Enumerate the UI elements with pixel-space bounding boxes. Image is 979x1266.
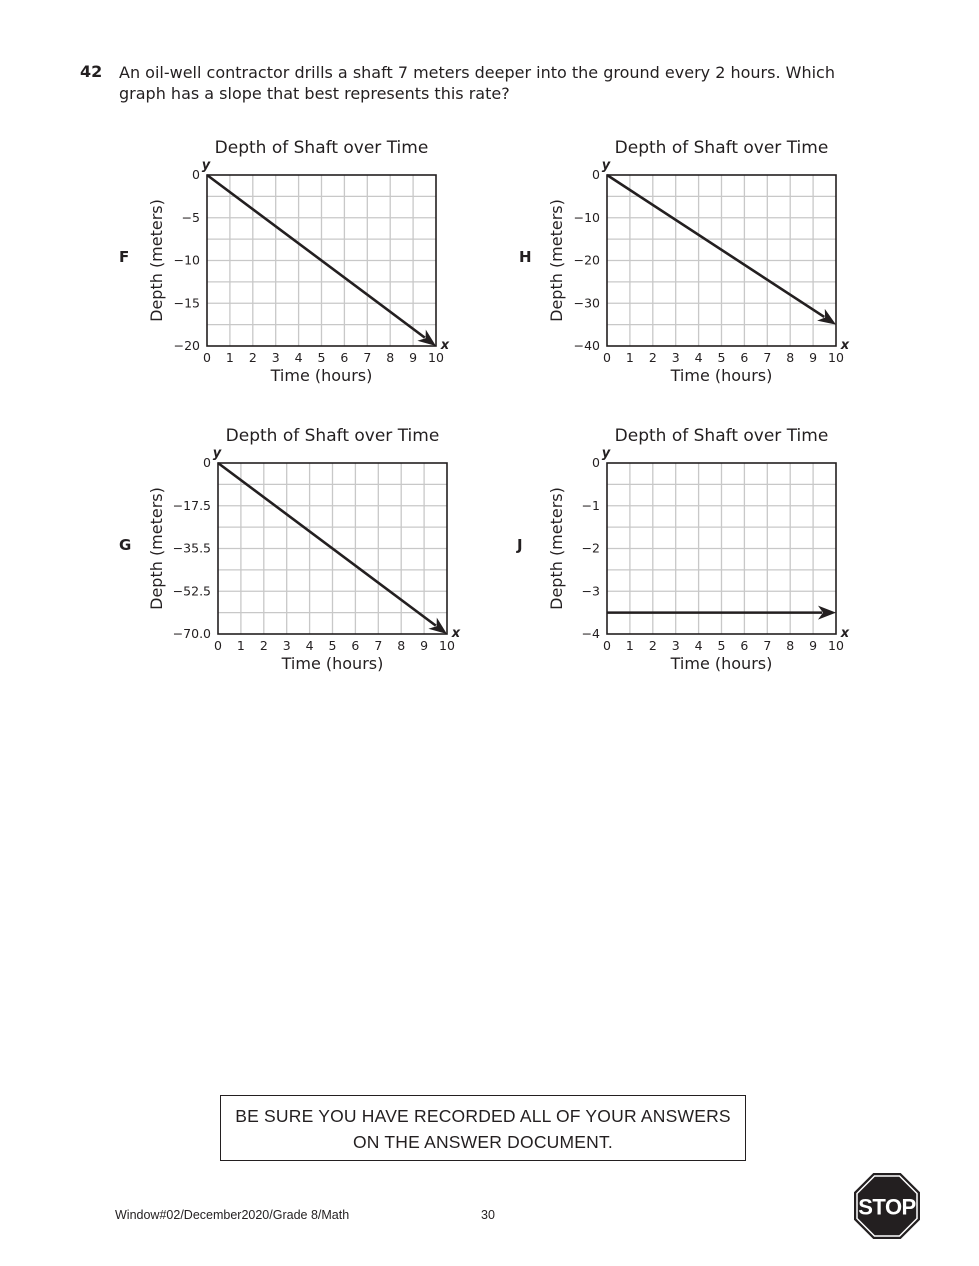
x-axis-title: Time (hours) [670,654,773,673]
y-tick-label: −4 [581,626,600,641]
y-axis-letter: y [601,158,611,173]
y-tick-label: 0 [592,455,600,470]
x-tick-label: 6 [740,638,749,653]
x-tick-label: 7 [763,638,772,653]
y-axis-letter: y [212,446,222,461]
graph-option-h [540,135,860,395]
y-axis-title: Depth (meters) [147,199,166,322]
y-tick-label: −2 [581,540,600,556]
x-tick-label: 5 [717,638,726,653]
chart-svg [140,423,460,683]
y-tick-label: −3 [581,583,600,599]
y-tick-label: −20 [573,252,600,268]
x-tick-label: 8 [786,350,795,365]
x-tick-label: 0 [203,350,211,365]
footer-form-id: Window#02/December2020/Grade 8/Math [115,1208,350,1222]
x-tick-label: 4 [294,350,303,365]
x-tick-label: 6 [740,350,749,365]
series-arrowhead [428,618,447,634]
x-tick-label: 1 [625,350,634,365]
y-tick-label: −10 [173,252,200,268]
x-axis-letter: x [840,338,850,353]
series-arrowhead [817,309,836,325]
option-letter-h[interactable]: H [519,248,532,266]
x-tick-label: 3 [671,350,680,365]
chart-grid [607,175,836,346]
x-axis-title: Time (hours) [670,366,773,385]
x-tick-label: 1 [225,350,234,365]
question-text-line-2: graph has a slope that best represents this rate? [119,84,510,103]
y-axis-title: Depth (meters) [147,487,166,610]
x-tick-label: 3 [671,638,680,653]
y-tick-label: −52.5 [172,583,211,599]
y-axis-title: Depth (meters) [547,487,566,610]
x-tick-label: 4 [694,350,703,365]
chart-title: Depth of Shaft over Time [614,138,829,158]
x-tick-label: 6 [340,350,349,365]
graph-option-g [140,423,460,683]
x-tick-label: 6 [351,638,360,653]
x-tick-label: 8 [397,638,406,653]
answer-reminder-line-1: BE SURE YOU HAVE RECORDED ALL OF YOUR ANSWERS [235,1106,731,1126]
x-tick-label: 5 [328,638,337,653]
x-axis-title: Time (hours) [281,654,384,673]
chart-grid [607,463,836,634]
x-tick-label: 7 [763,350,772,365]
series-line [218,463,436,626]
y-tick-label: −20 [173,338,200,353]
x-tick-label: 0 [603,350,611,365]
chart-svg [140,135,460,395]
stop-sign-text: STOP [858,1194,916,1220]
y-tick-label: −70.0 [172,626,211,641]
series-arrowhead [417,330,436,346]
chart-svg [540,423,860,683]
y-tick-label: −35.5 [172,540,211,556]
x-tick-label: 0 [214,638,222,653]
x-tick-label: 5 [317,350,326,365]
y-axis-letter: y [601,446,611,461]
x-axis-title: Time (hours) [270,366,373,385]
x-tick-label: 9 [420,638,429,653]
y-tick-label: −40 [573,338,600,353]
y-tick-label: −10 [573,209,600,225]
stop-sign-icon [854,1173,920,1239]
x-tick-label: 2 [648,638,657,653]
x-tick-label: 9 [409,350,418,365]
series-line [207,175,425,338]
chart-title: Depth of Shaft over Time [225,426,440,446]
answer-reminder-box [220,1095,746,1161]
option-letter-f[interactable]: F [119,248,130,266]
graph-option-f [140,135,460,395]
footer-page-number: 30 [481,1208,495,1222]
x-tick-label: 9 [809,638,818,653]
y-tick-label: −30 [573,295,600,311]
x-tick-label: 3 [282,638,291,653]
y-tick-label: 0 [592,167,600,182]
x-tick-label: 1 [625,638,634,653]
x-axis-letter: x [451,626,461,641]
chart-svg [540,135,860,395]
y-tick-label: −5 [181,209,200,225]
x-tick-label: 3 [271,350,280,365]
y-axis-title: Depth (meters) [547,199,566,322]
option-letter-j[interactable]: J [517,536,523,554]
x-tick-label: 8 [786,638,795,653]
x-tick-label: 10 [828,638,844,653]
x-tick-label: 10 [439,638,455,653]
question-number: 42 [80,62,103,81]
x-tick-label: 8 [386,350,395,365]
y-tick-label: 0 [192,167,200,182]
x-tick-label: 2 [259,638,268,653]
x-tick-label: 5 [717,350,726,365]
x-tick-label: 1 [236,638,245,653]
chart-title: Depth of Shaft over Time [214,138,429,158]
x-tick-label: 7 [374,638,383,653]
x-axis-letter: x [840,626,850,641]
x-tick-label: 2 [248,350,257,365]
x-tick-label: 10 [828,350,844,365]
x-tick-label: 0 [603,638,611,653]
x-tick-label: 7 [363,350,372,365]
chart-title: Depth of Shaft over Time [614,426,829,446]
x-tick-label: 10 [428,350,444,365]
x-axis-letter: x [440,338,450,353]
graph-option-j [540,423,860,683]
x-tick-label: 4 [305,638,314,653]
answer-reminder-line-2: ON THE ANSWER DOCUMENT. [353,1132,613,1152]
question-text-line-1: An oil-well contractor drills a shaft 7 meters deeper into the ground every 2 hours. Which [119,63,835,82]
y-tick-label: −17.5 [172,497,211,513]
x-tick-label: 2 [648,350,657,365]
y-tick-label: −15 [173,295,200,311]
y-axis-letter: y [201,158,211,173]
y-tick-label: 0 [203,455,211,470]
x-tick-label: 4 [694,638,703,653]
y-tick-label: −1 [581,497,600,513]
option-letter-g[interactable]: G [119,536,132,554]
x-tick-label: 9 [809,350,818,365]
